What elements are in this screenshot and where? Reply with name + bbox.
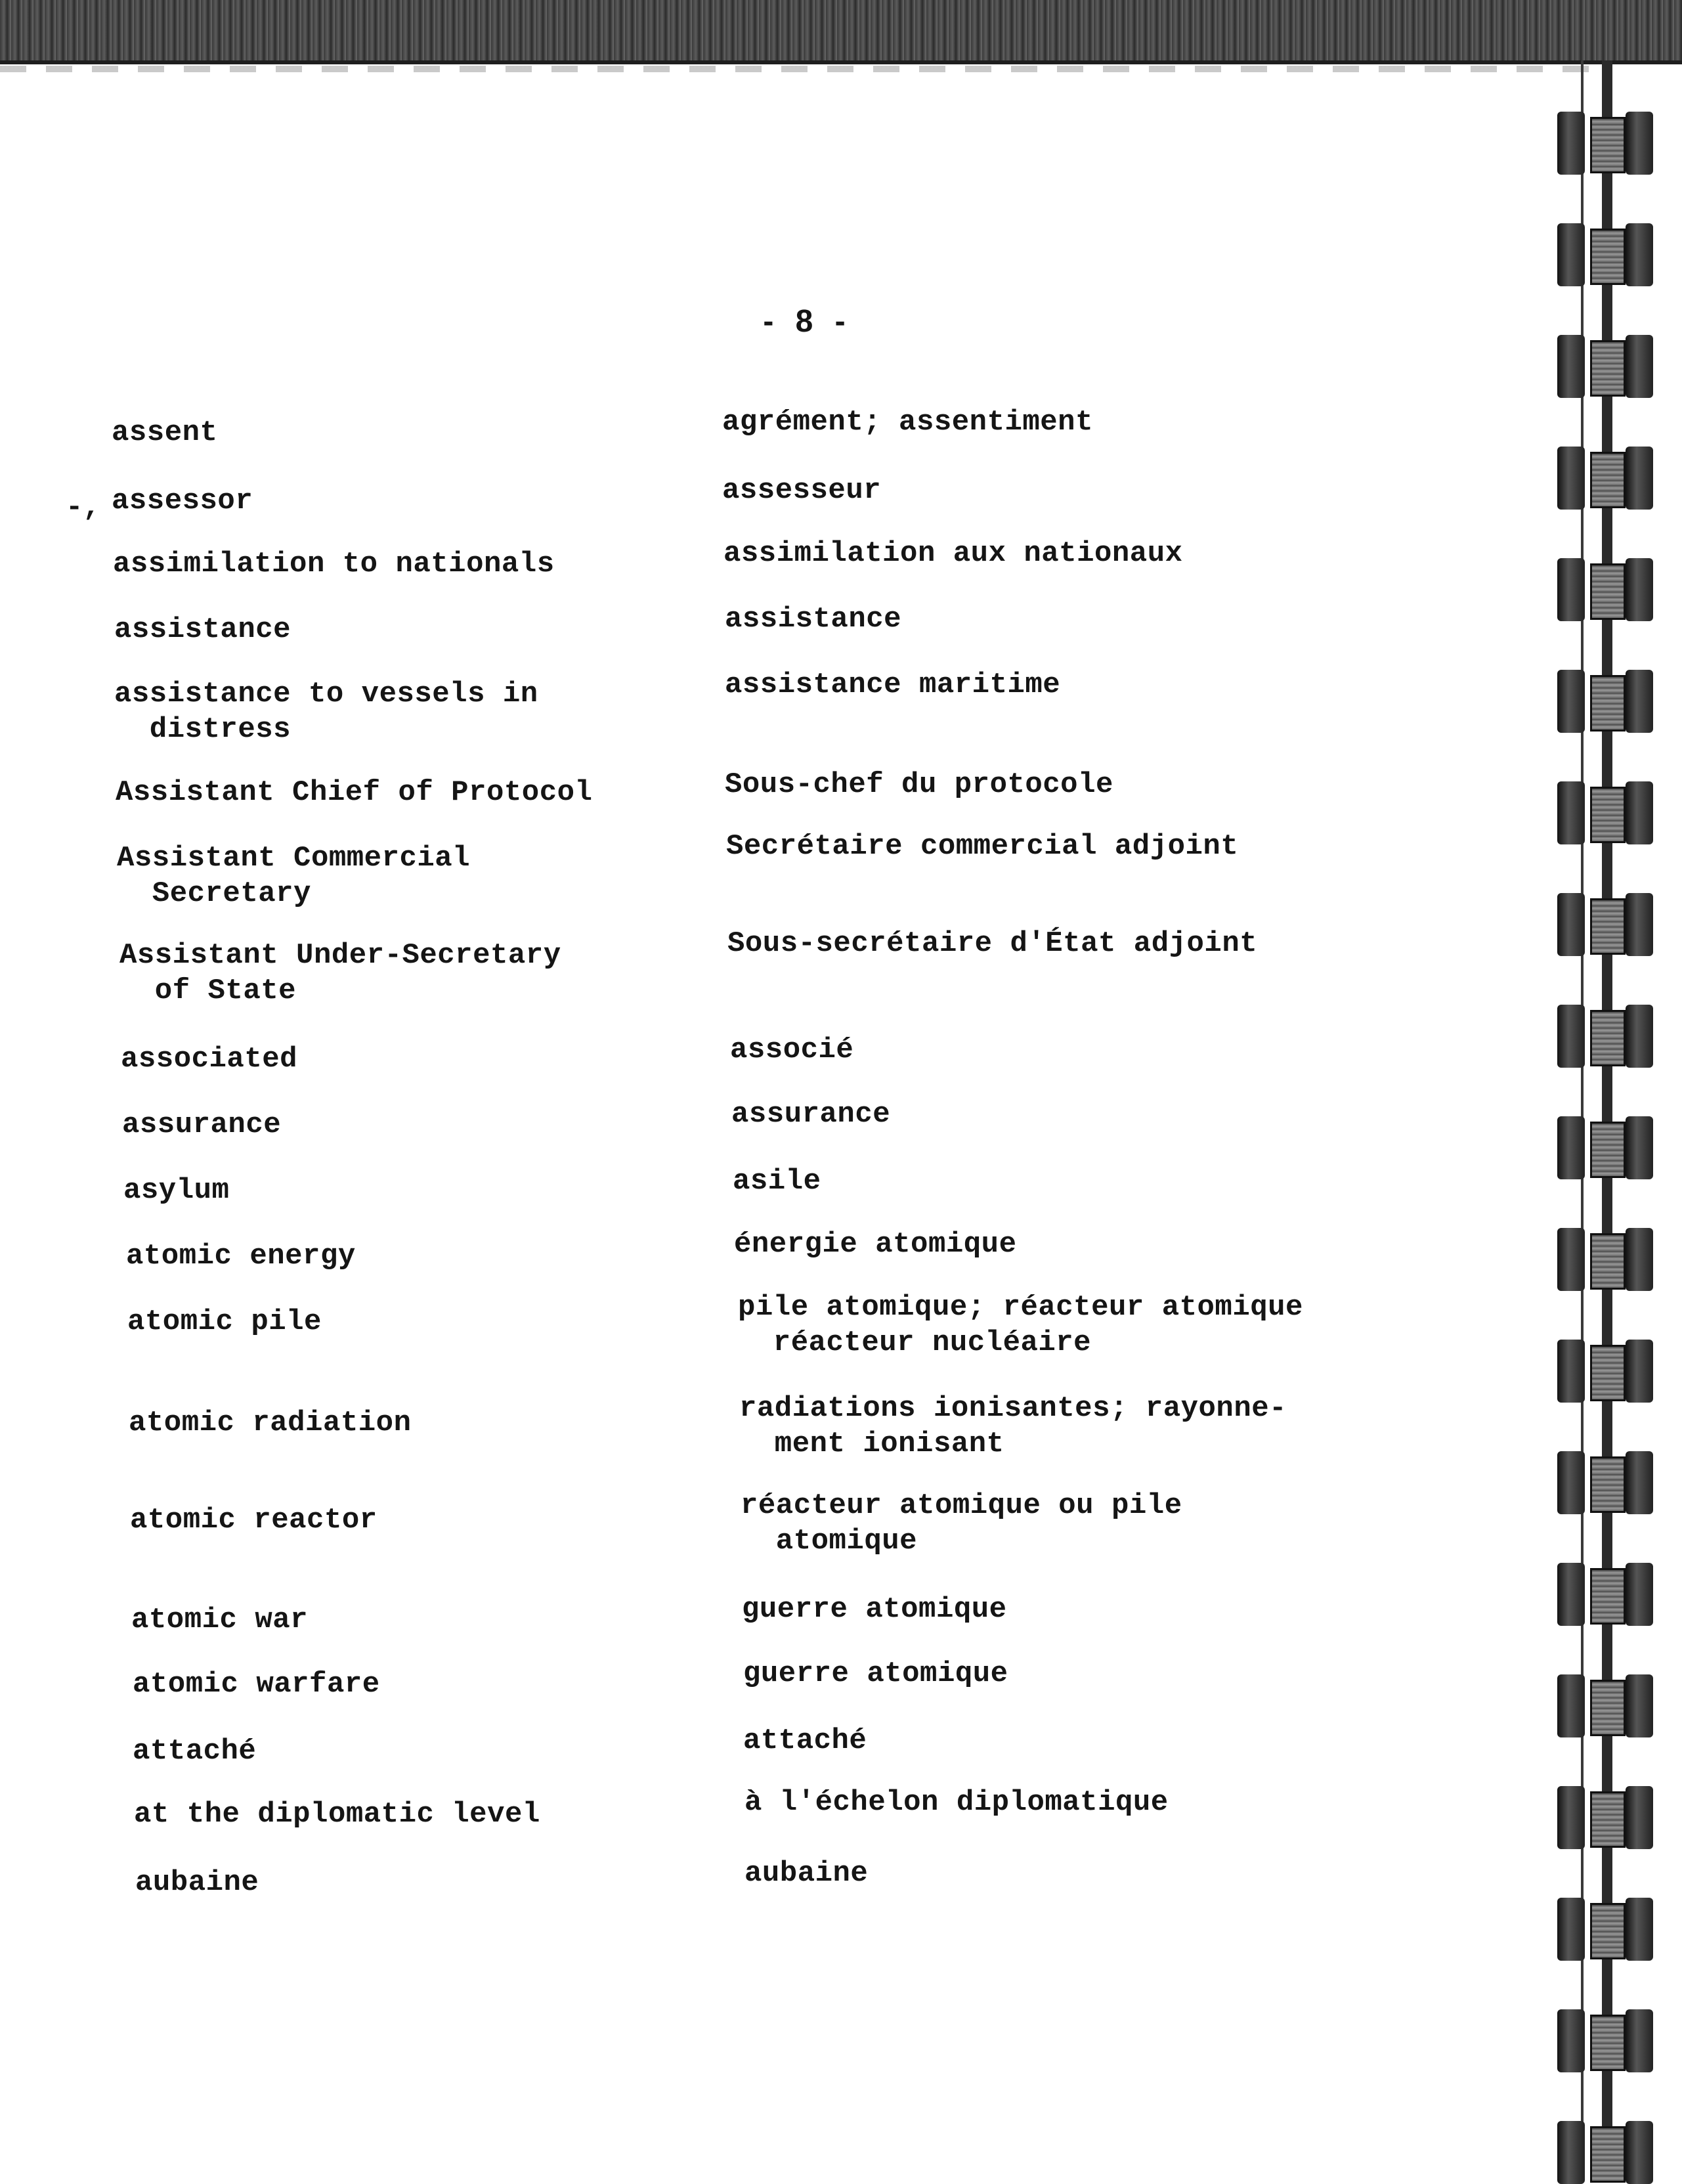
term-en: aubaine — [135, 1866, 259, 1899]
term-en: assistance to vessels in distress — [114, 678, 538, 746]
term-fr: assurance — [731, 1098, 891, 1131]
binding-ring — [1557, 1786, 1662, 1849]
term-fr: aubaine — [744, 1857, 869, 1890]
term-en: atomic radiation — [129, 1407, 412, 1439]
term-fr: assimilation aux nationaux — [723, 537, 1183, 570]
term-en: atomic warfare — [133, 1668, 380, 1701]
term-fr: énergie atomique — [734, 1228, 1017, 1261]
margin-mark: -, — [66, 491, 100, 524]
term-fr: assistance — [725, 603, 902, 636]
binding-ring — [1557, 1228, 1662, 1291]
binding-ring — [1557, 223, 1662, 286]
term-fr: attaché — [743, 1724, 867, 1757]
binding-ring — [1557, 335, 1662, 398]
term-en: Assistant Under-Secretary of State — [119, 939, 561, 1007]
scan-top-edge — [0, 0, 1682, 64]
binding-ring — [1557, 1451, 1662, 1514]
term-en: assimilation to nationals — [113, 548, 555, 580]
term-fr: agrément; assentiment — [722, 406, 1093, 439]
term-en: atomic reactor — [130, 1504, 377, 1537]
binding-ring — [1557, 2009, 1662, 2072]
term-fr: associé — [730, 1034, 854, 1066]
binding-ring — [1557, 112, 1662, 175]
binding-ring — [1557, 1563, 1662, 1626]
term-fr: guerre atomique — [742, 1593, 1007, 1626]
binding-ring — [1557, 781, 1662, 844]
term-fr: assesseur — [722, 474, 882, 507]
term-fr: guerre atomique — [743, 1657, 1008, 1690]
term-en: asylum — [123, 1174, 230, 1207]
binding-ring — [1557, 1116, 1662, 1179]
binding-ring — [1557, 2121, 1662, 2184]
term-en: atomic war — [131, 1604, 309, 1636]
term-en: atomic energy — [126, 1240, 356, 1273]
term-en: assistance — [114, 613, 291, 646]
term-en: Assistant Commercial Secretary — [117, 842, 471, 910]
term-en: assurance — [122, 1108, 282, 1141]
binding-ring — [1557, 1674, 1662, 1737]
term-en: assessor — [112, 485, 253, 517]
term-fr: à l'échelon diplomatique — [744, 1786, 1169, 1819]
term-en: associated — [121, 1043, 298, 1076]
term-en: Assistant Chief of Protocol — [116, 776, 593, 809]
binding-ring — [1557, 1340, 1662, 1403]
term-fr: Sous-chef du protocole — [725, 768, 1113, 801]
term-en: attaché — [133, 1735, 257, 1768]
term-en: at the diplomatic level — [134, 1798, 540, 1831]
term-fr: pile atomique; réacteur atomique réacteur nucléaire — [738, 1291, 1303, 1359]
term-fr: radiations ionisantes; rayonne- ment ionisant — [739, 1392, 1287, 1460]
binding-ring — [1557, 1898, 1662, 1961]
term-fr: Secrétaire commercial adjoint — [726, 830, 1239, 863]
binding-ring — [1557, 447, 1662, 510]
term-fr: Sous-secrétaire d'État adjoint — [727, 927, 1258, 960]
term-fr: asile — [733, 1165, 821, 1198]
term-en: assent — [112, 416, 218, 449]
binding-ring — [1557, 670, 1662, 733]
binding-ring — [1557, 1005, 1662, 1068]
term-en: atomic pile — [127, 1305, 322, 1338]
binding-ring — [1557, 893, 1662, 956]
page-number: - 8 - — [763, 304, 852, 339]
binding-ring — [1557, 558, 1662, 621]
term-fr: assistance maritime — [725, 668, 1061, 701]
term-fr: réacteur atomique ou pile atomique — [741, 1489, 1182, 1558]
